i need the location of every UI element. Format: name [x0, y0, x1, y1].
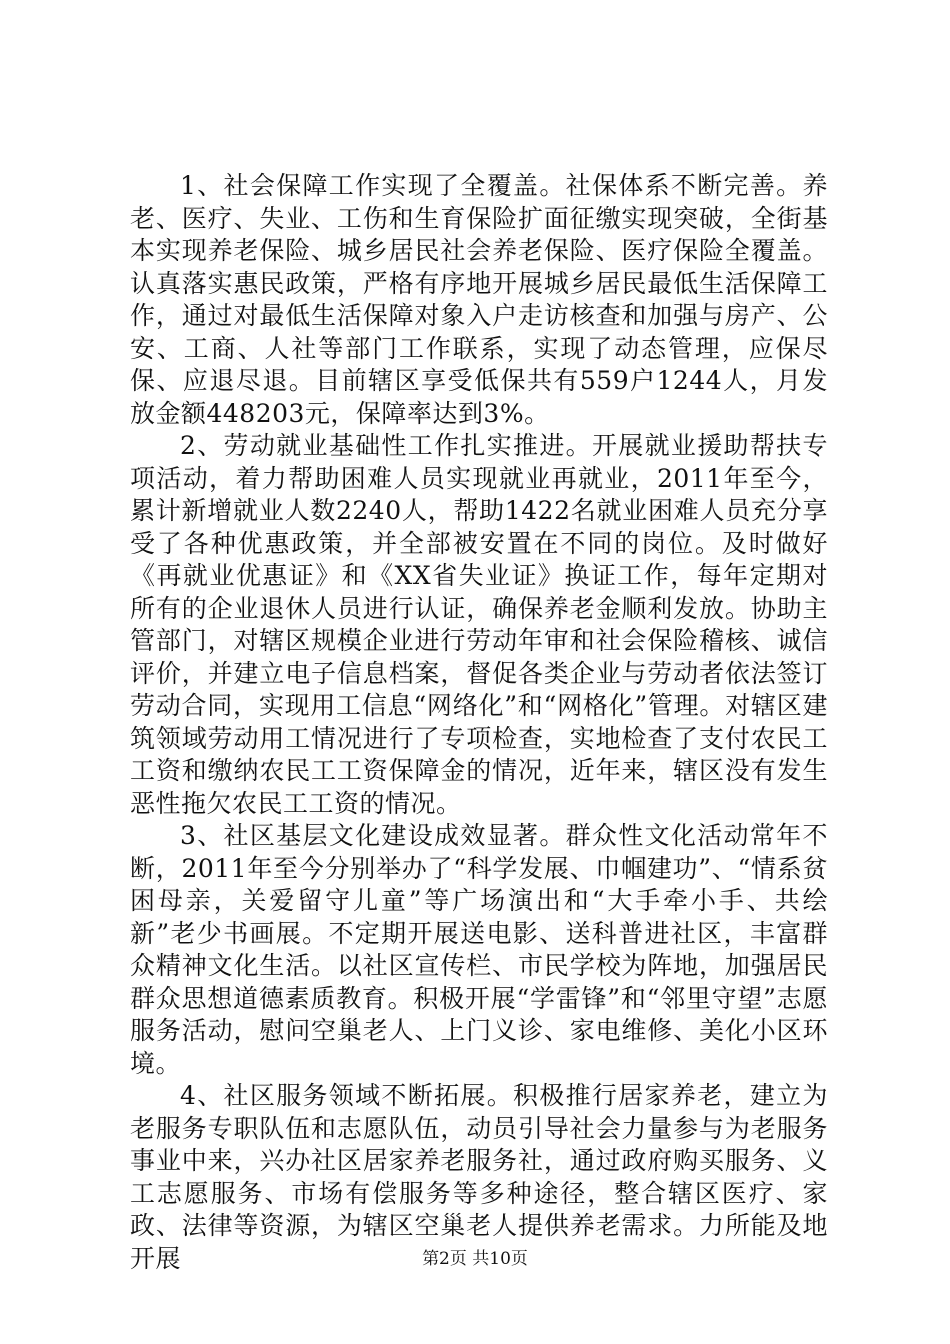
page-footer	[0, 1244, 950, 1269]
body-text	[130, 170, 828, 1275]
paragraph-culture: 3、社区基层文化建设成效显著。群众性文化活动常年不断，2011年至今分别举办了“科学发展、巾帼建功”、“情系贫困母亲，关爱留守儿童”等广场演出和“大手牵小手、共绘新”老少书画展。不定期开展送电影、送科普进社区，丰富群众精神文化生活。以社区宣传栏、市民学校为阵地，加强居民群众思想道德素质教育。积极开展“学雷锋”和“邻里守望”志愿服务活动，慰问空巢老人、上门义诊、家电维修、美化小区环境。	[130, 821, 828, 1078]
paragraph-community-service: 4、社区服务领域不断拓展。积极推行居家养老，建立为老服务专职队伍和志愿队伍，动员引导社会力量参与为老服务事业中来，兴办社区居家养老服务社，通过政府购买服务、义工志愿服务、市场有偿服务等多种途径，整合辖区医疗、家政、法律等资源，为辖区空巢老人提供养老需求。力所能及地开展	[130, 1081, 828, 1273]
paragraph-employment: 2、劳动就业基础性工作扎实推进。开展就业援助帮扶专项活动，着力帮助困难人员实现就业再就业，2011年至今，累计新增就业人数2240人，帮助1422名就业困难人员充分享受了各种优惠政策，并全部被安置在不同的岗位。及时做好《再就业优惠证》和《XX省失业证》换证工作，每年定期对所有的企业退休人员进行认证，确保养老金顺利发放。协助主管部门，对辖区规模企业进行劳动年审和社会保险稽核、诚信评价，并建立电子信息档案，督促各类企业与劳动者依法签订劳动合同，实现用工信息“网络化”和“网格化”管理。对辖区建筑领域劳动用工情况进行了专项检查，实地检查了支付农民工工资和缴纳农民工工资保障金的情况，近年来，辖区没有发生恶性拖欠农民工工资的情况。	[130, 431, 828, 818]
paragraph-social-security: 1、社会保障工作实现了全覆盖。社保体系不断完善。养老、医疗、失业、工伤和生育保险扩面征缴实现突破，全街基本实现养老保险、城乡居民社会养老保险、医疗保险全覆盖。认真落实惠民政策，严格有序地开展城乡居民最低生活保障工作，通过对最低生活保障对象入户走访核查和加强与房产、公安、工商、人社等部门工作联系，实现了动态管理，应保尽保、应退尽退。目前辖区享受低保共有559户1244人，月发放金额448203元，保障率达到3%。	[130, 171, 828, 428]
page-number-label: 第2页 共10页	[422, 1249, 528, 1269]
